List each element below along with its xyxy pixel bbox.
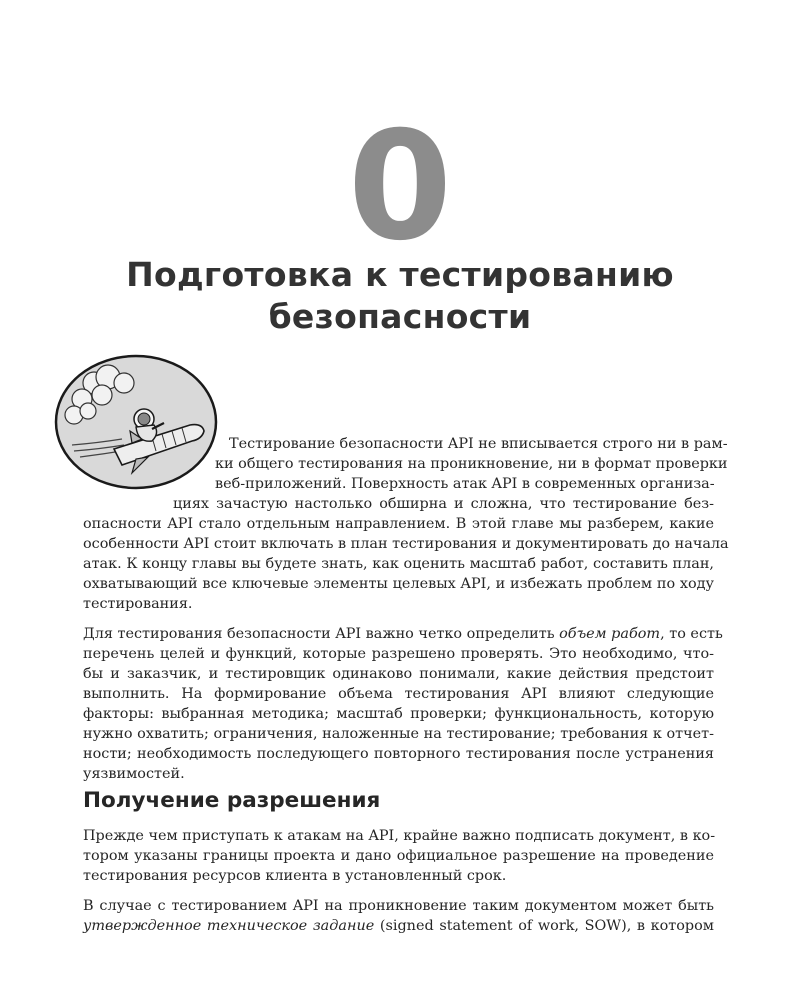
scope-term: объем работ — [559, 626, 661, 642]
scope-line-5: факторы: выбранная методика; масштаб проверки; функциональность, которую — [83, 706, 714, 722]
permission-line-2: тором указаны границы проекта и дано официальное разрешение на проведение — [83, 848, 714, 864]
scope-line-6: нужно охватить; ограничения, наложенные на тестирование; требования к отчет- — [83, 726, 714, 742]
section-heading: Получение разрешения — [83, 788, 381, 813]
intro-line-3: веб-приложений. Поверхность атак API в современных организа- — [215, 476, 715, 492]
permission-line-3: тестирования ресурсов клиента в установленный срок. — [83, 868, 507, 884]
scope-line-2: перечень целей и функций, которые разрешено проверять. Это необходимо, что- — [83, 646, 714, 662]
intro-line-5: опасности API стало отдельным направлением. В этой главе мы разберем, какие — [83, 516, 714, 532]
scope-line-7: ности; необходимость последующего повторного тестирования после устранения — [83, 746, 714, 762]
intro-line-2: ки общего тестирования на проникновение, ни в формат проверки — [215, 456, 728, 472]
scope-line-3: бы и заказчик, и тестировщик одинаково понимали, какие действия предстоит — [83, 666, 714, 682]
scope-line-4: выполнить. На формирование объема тестирования API влияют следующие — [83, 686, 714, 702]
scope-line-1 — [83, 624, 723, 644]
intro-line-7: атак. К концу главы вы будете знать, как оценить масштаб работ, составить план, — [83, 556, 714, 572]
scope-text: , то есть — [660, 626, 723, 642]
intro-line-4: циях зачастую настолько обширна и сложна, что тестирование без- — [173, 496, 714, 512]
intro-line-1: Тестирование безопасности API не вписывается строго ни в рам- — [229, 436, 728, 452]
scope-line-8: уязвимостей. — [83, 766, 185, 782]
chapter-title-line-1: Подготовка к тестированию — [126, 255, 674, 294]
sow-line-1: В случае с тестированием API на проникновение таким документом может быть — [83, 898, 714, 914]
astronaut-on-rocket-illustration — [52, 353, 220, 491]
chapter-title-line-2: безопасности — [268, 297, 532, 336]
scope-text: Для тестирования безопасности API важно четко определить — [83, 626, 560, 642]
sow-line-2 — [83, 916, 714, 936]
chapter-number: 0 — [347, 100, 453, 274]
intro-line-8: охватывающий все ключевые элементы целевых API, и избежать проблем по ходу — [83, 576, 714, 592]
chapter-title — [100, 254, 700, 338]
permission-line-1: Прежде чем приступать к атакам на API, крайне важно подписать документ, в ко- — [83, 828, 716, 844]
sow-text: (signed statement of work, SOW), в котором — [374, 918, 714, 934]
intro-line-6: особенности API стоит включать в план тестирования и документировать до начала — [83, 536, 729, 552]
sow-term: утвержденное техническое задание — [83, 918, 375, 934]
intro-line-9: тестирования. — [83, 596, 193, 612]
